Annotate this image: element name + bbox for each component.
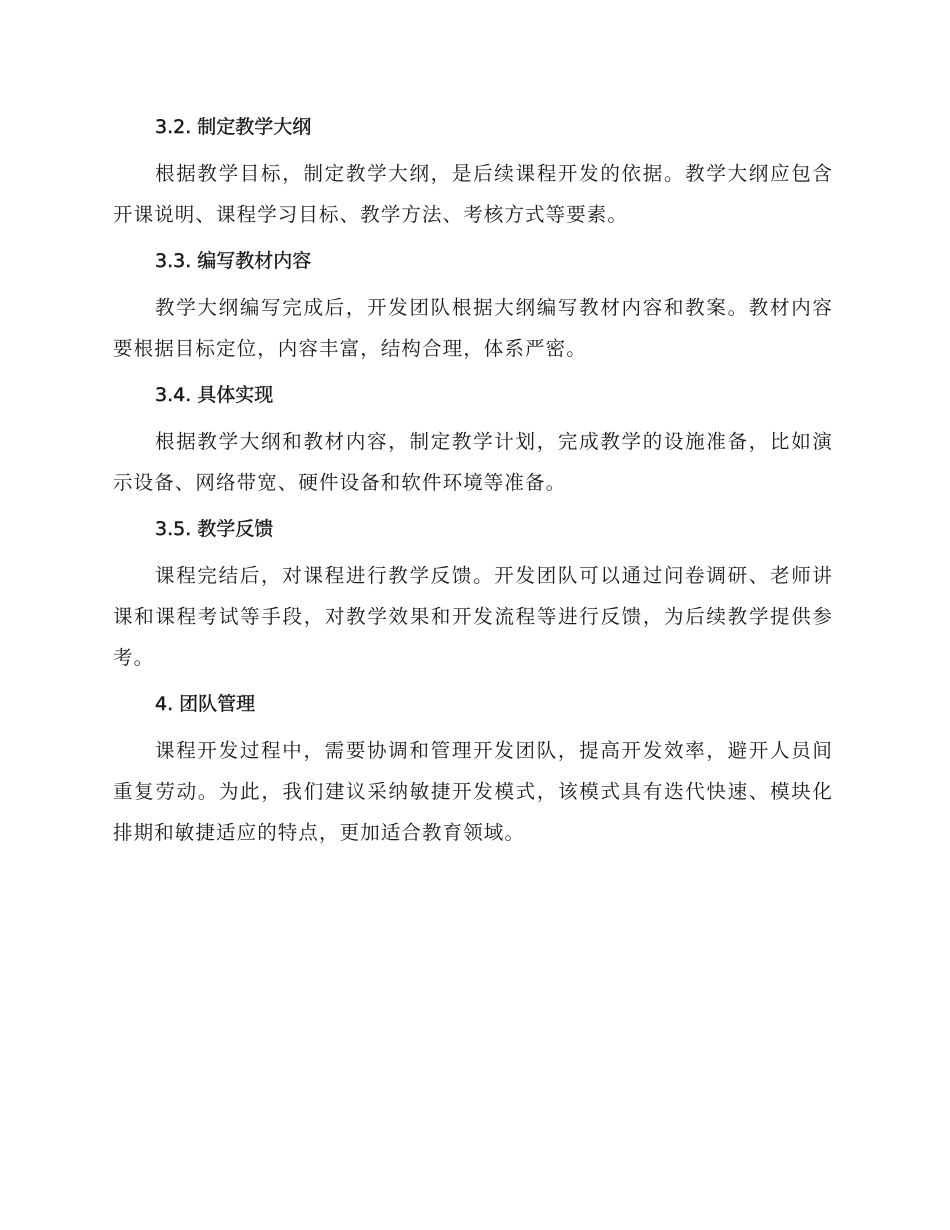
section-heading: 4. 团队管理 [155, 693, 256, 715]
section-paragraph: 教学大纲编写完成后，开发团队根据大纲编写教材内容和教案。教材内容要根据目标定位，内容丰富，结构合理，体系严密。 [113, 296, 833, 360]
section-paragraph: 课程完结后，对课程进行教学反馈。开发团队可以通过问卷调研、老师讲课和课程考试等手段，对教学效果和开发流程等进行反馈，为后续教学提供参考。 [113, 564, 833, 669]
section-heading: 3.5. 教学反馈 [155, 518, 274, 540]
document-content [113, 112, 833, 864]
section-3-5 [113, 514, 833, 678]
section-heading: 3.4. 具体实现 [155, 384, 274, 406]
section-3-2 [113, 112, 833, 235]
section-paragraph: 根据教学大纲和教材内容，制定教学计划，完成教学的设施准备，比如演示设备、网络带宽、硬件设备和软件环境等准备。 [113, 430, 833, 494]
section-paragraph: 课程开发过程中，需要协调和管理开发团队，提高开发效率，避开人员间重复劳动。为此，我们建议采纳敏捷开发模式，该模式具有迭代快速、模块化排期和敏捷适应的特点，更加适合教育领域。 [113, 739, 833, 844]
section-3-4 [113, 380, 833, 503]
section-3-3 [113, 246, 833, 369]
section-4 [113, 689, 833, 853]
section-paragraph: 根据教学目标，制定教学大纲，是后续课程开发的依据。教学大纲应包含开课说明、课程学习目标、教学方法、考核方式等要素。 [113, 162, 833, 226]
section-heading: 3.3. 编写教材内容 [155, 250, 312, 272]
section-heading: 3.2. 制定教学大纲 [155, 116, 312, 138]
